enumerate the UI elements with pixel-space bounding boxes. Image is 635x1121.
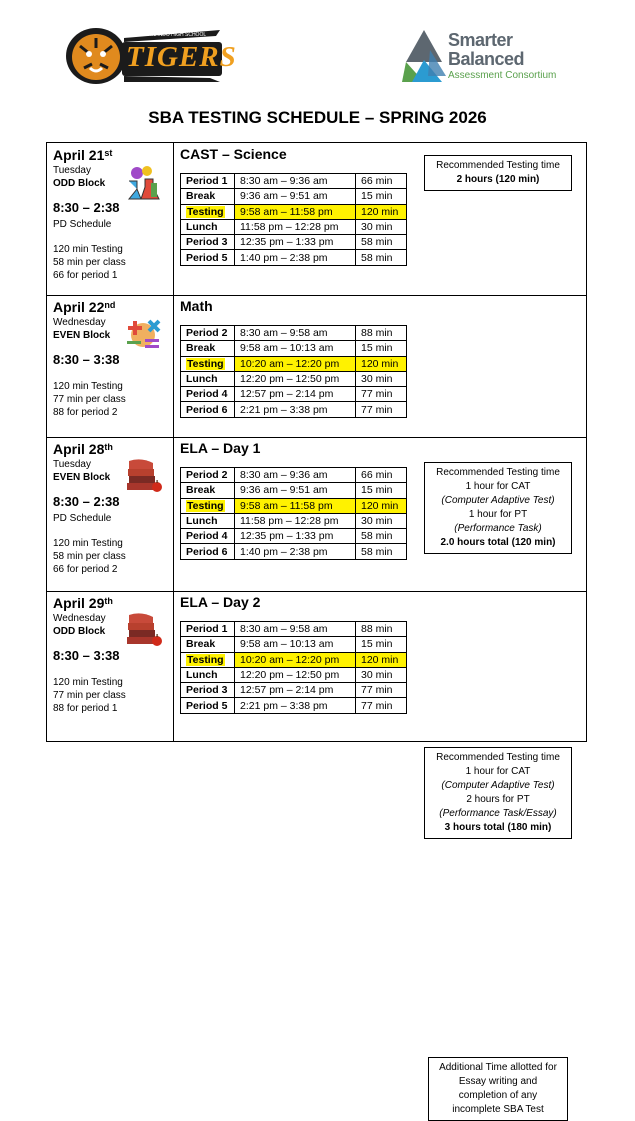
table-row [181, 204, 407, 219]
period-name: Period 3 [186, 684, 228, 697]
column-divider [173, 143, 174, 741]
day-time: 8:30 – 2:38 [53, 200, 120, 215]
period-name-cell [181, 637, 235, 652]
day-date-suffix: nd [104, 300, 116, 310]
table-row [181, 529, 407, 544]
table-row [181, 402, 407, 417]
subject-title: ELA – Day 1 [180, 440, 261, 456]
period-duration: 77 min [356, 402, 407, 417]
recommended-time-box [428, 1057, 568, 1121]
day-note: 120 min Testing [53, 381, 123, 392]
period-duration: 77 min [356, 387, 407, 402]
day-date-text: April 22 [53, 299, 105, 315]
school-banner-text: SAN FERNANDO HIGH SCHOOL [130, 32, 207, 38]
period-time: 10:20 am – 12:20 pm [235, 356, 356, 371]
day-note: 77 min per class [53, 394, 126, 405]
recommendation-line: (Performance Task/Essay) [439, 808, 557, 819]
day-note: 88 for period 1 [53, 703, 118, 714]
row-divider [47, 437, 586, 438]
period-name: Period 2 [186, 327, 228, 340]
table-row [181, 513, 407, 528]
day-date-text: April 29 [53, 595, 105, 611]
books-apple-icon [123, 611, 163, 651]
period-time: 12:35 pm – 1:33 pm [235, 529, 356, 544]
period-name: Break [186, 484, 216, 497]
row-divider [47, 295, 586, 296]
day-weekday: Wednesday [53, 613, 106, 624]
recommendation-line: incomplete SBA Test [452, 1104, 544, 1115]
sb-line2: Balanced [448, 49, 525, 69]
day-note: 58 min per class [53, 257, 126, 268]
table-row [181, 652, 407, 667]
period-name-cell [181, 652, 235, 667]
period-duration: 30 min [356, 219, 407, 234]
day-date [53, 147, 168, 164]
period-time: 8:30 am – 9:58 am [235, 622, 356, 637]
period-time: 9:58 am – 11:58 pm [235, 498, 356, 513]
day-time: 8:30 – 3:38 [53, 352, 120, 367]
day-schedule-type: PD Schedule [53, 219, 112, 230]
period-duration: 58 min [356, 544, 407, 559]
period-name: Testing [187, 653, 224, 666]
day-date-text: April 21 [53, 147, 105, 163]
day-note: 120 min Testing [53, 538, 123, 549]
tigers-logo [60, 24, 237, 86]
period-name-cell [181, 250, 235, 265]
recommendation-line: 3 hours total (180 min) [444, 822, 552, 833]
day-schedule-type: PD Schedule [53, 513, 112, 524]
period-duration: 88 min [356, 622, 407, 637]
table-row [181, 341, 407, 356]
period-duration: 30 min [356, 667, 407, 682]
recommendation-line: (Computer Adaptive Test) [441, 780, 555, 791]
recommended-time-box [424, 462, 572, 554]
period-time: 12:57 pm – 2:14 pm [235, 683, 356, 698]
day-time: 8:30 – 3:38 [53, 648, 120, 663]
period-name: Period 5 [186, 251, 228, 264]
period-time: 1:40 pm – 2:38 pm [235, 250, 356, 265]
science-flask-icon [123, 163, 163, 203]
period-name-cell [181, 698, 235, 713]
period-name: Period 6 [186, 545, 228, 558]
day-note: 66 for period 1 [53, 270, 118, 281]
period-time: 9:58 am – 10:13 am [235, 637, 356, 652]
period-name-cell [181, 219, 235, 234]
books-apple-icon [123, 457, 163, 497]
period-name-cell [181, 402, 235, 417]
period-duration: 58 min [356, 250, 407, 265]
period-time: 12:20 pm – 12:50 pm [235, 371, 356, 386]
period-name: Testing [187, 499, 224, 512]
table-row [181, 667, 407, 682]
period-name: Lunch [186, 373, 218, 386]
period-duration: 15 min [356, 483, 407, 498]
row-divider [47, 591, 586, 592]
day-weekday: Tuesday [53, 459, 91, 470]
period-table [180, 621, 407, 714]
recommendation-line: Recommended Testing time [436, 467, 560, 478]
period-name: Lunch [186, 669, 218, 682]
sb-line3: Assessment Consortium [448, 70, 557, 81]
period-name: Period 1 [186, 623, 228, 636]
period-table [180, 467, 407, 560]
day-note: 77 min per class [53, 690, 126, 701]
day-date-text: April 28 [53, 441, 105, 457]
day-date-suffix: th [104, 442, 113, 452]
period-time: 2:21 pm – 3:38 pm [235, 402, 356, 417]
period-time: 9:36 am – 9:51 am [235, 189, 356, 204]
period-table [180, 173, 407, 266]
table-row [181, 356, 407, 371]
period-name: Testing [187, 357, 224, 370]
table-row [181, 637, 407, 652]
period-name: Period 2 [186, 469, 228, 482]
period-name-cell [181, 189, 235, 204]
period-time: 9:58 am – 10:13 am [235, 341, 356, 356]
period-time: 8:30 am – 9:36 am [235, 174, 356, 189]
period-name-cell [181, 544, 235, 559]
day-weekday: Tuesday [53, 165, 91, 176]
table-row [181, 498, 407, 513]
period-time: 12:35 pm – 1:33 pm [235, 235, 356, 250]
math-symbols-icon [123, 315, 163, 355]
period-duration: 15 min [356, 637, 407, 652]
period-name-cell [181, 498, 235, 513]
table-row [181, 544, 407, 559]
period-name: Period 4 [186, 388, 228, 401]
period-name-cell [181, 683, 235, 698]
period-duration: 77 min [356, 698, 407, 713]
period-time: 1:40 pm – 2:38 pm [235, 544, 356, 559]
subject-title: Math [180, 298, 213, 314]
day-note: 88 for period 2 [53, 407, 118, 418]
recommendation-line: (Computer Adaptive Test) [441, 495, 555, 506]
period-name-cell [181, 622, 235, 637]
period-duration: 58 min [356, 235, 407, 250]
period-name: Lunch [186, 515, 218, 528]
recommendation-line: completion of any [458, 1090, 538, 1101]
day-block: EVEN Block [53, 472, 111, 483]
period-name: Period 4 [186, 530, 228, 543]
period-duration: 120 min [356, 498, 407, 513]
table-row [181, 189, 407, 204]
table-row [181, 387, 407, 402]
period-duration: 120 min [356, 204, 407, 219]
table-row [181, 483, 407, 498]
recommended-time-box [424, 747, 572, 839]
period-time: 9:58 am – 11:58 pm [235, 204, 356, 219]
recommendation-line: 2 hours for PT [466, 794, 530, 805]
period-name-cell [181, 483, 235, 498]
period-duration: 30 min [356, 513, 407, 528]
period-name-cell [181, 529, 235, 544]
period-duration: 88 min [356, 326, 407, 341]
table-row [181, 622, 407, 637]
table-row [181, 219, 407, 234]
smarter-balanced-logo [402, 30, 572, 84]
day-date [53, 441, 168, 458]
day-block: ODD Block [53, 626, 106, 637]
period-name-cell [181, 356, 235, 371]
recommendation-line: 1 hour for PT [468, 509, 528, 520]
recommendation-line: Essay writing and [458, 1076, 538, 1087]
day-note: 66 for period 2 [53, 564, 118, 575]
period-name-cell [181, 513, 235, 528]
recommendation-line: 2 hours (120 min) [456, 174, 540, 185]
period-time: 12:57 pm – 2:14 pm [235, 387, 356, 402]
period-time: 2:21 pm – 3:38 pm [235, 698, 356, 713]
period-time: 11:58 pm – 12:28 pm [235, 513, 356, 528]
table-row [181, 235, 407, 250]
recommendation-line: Additional Time allotted for [439, 1062, 557, 1073]
period-duration: 77 min [356, 683, 407, 698]
day-weekday: Wednesday [53, 317, 106, 328]
period-time: 11:58 pm – 12:28 pm [235, 219, 356, 234]
recommendation-line: 2.0 hours total (120 min) [440, 537, 556, 548]
period-duration: 15 min [356, 189, 407, 204]
day-date [53, 595, 168, 612]
period-duration: 15 min [356, 341, 407, 356]
period-duration: 58 min [356, 529, 407, 544]
day-date-suffix: st [104, 148, 113, 158]
period-name-cell [181, 174, 235, 189]
period-duration: 120 min [356, 652, 407, 667]
period-name: Break [186, 342, 216, 355]
subject-title: ELA – Day 2 [180, 594, 261, 610]
period-name: Period 6 [186, 403, 228, 416]
recommendation-line: 1 hour for CAT [465, 481, 531, 492]
day-time: 8:30 – 2:38 [53, 494, 120, 509]
period-time: 8:30 am – 9:58 am [235, 326, 356, 341]
period-table [180, 325, 407, 418]
period-name: Period 3 [186, 236, 228, 249]
period-name: Break [186, 638, 216, 651]
period-name-cell [181, 387, 235, 402]
period-time: 10:20 am – 12:20 pm [235, 652, 356, 667]
period-duration: 120 min [356, 356, 407, 371]
page-title: SBA TESTING SCHEDULE – SPRING 2026 [148, 108, 487, 127]
day-block: ODD Block [53, 178, 106, 189]
period-name-cell [181, 371, 235, 386]
recommendation-line: Recommended Testing time [436, 160, 560, 171]
period-name: Break [186, 190, 216, 203]
period-name: Period 1 [186, 175, 228, 188]
period-name-cell [181, 235, 235, 250]
period-time: 8:30 am – 9:36 am [235, 468, 356, 483]
period-name-cell [181, 204, 235, 219]
period-duration: 66 min [356, 468, 407, 483]
table-row [181, 683, 407, 698]
day-note: 120 min Testing [53, 677, 123, 688]
period-time: 12:20 pm – 12:50 pm [235, 667, 356, 682]
day-block: EVEN Block [53, 330, 111, 341]
recommendation-line: Recommended Testing time [436, 752, 560, 763]
table-row [181, 371, 407, 386]
day-note: 120 min Testing [53, 244, 123, 255]
period-name-cell [181, 341, 235, 356]
subject-title: CAST – Science [180, 146, 287, 162]
table-row [181, 174, 407, 189]
table-row [181, 326, 407, 341]
period-time: 9:36 am – 9:51 am [235, 483, 356, 498]
recommendation-line: (Performance Task) [454, 523, 542, 534]
day-note: 58 min per class [53, 551, 126, 562]
table-row [181, 468, 407, 483]
table-row [181, 250, 407, 265]
schedule-grid [46, 142, 587, 1115]
day-date [53, 299, 168, 316]
period-name: Lunch [186, 221, 218, 234]
period-name-cell [181, 468, 235, 483]
sb-line1: Smarter [448, 30, 513, 50]
period-duration: 30 min [356, 371, 407, 386]
day-date-suffix: th [104, 596, 113, 606]
period-name: Period 5 [186, 699, 228, 712]
table-row [181, 698, 407, 713]
recommended-time-box [424, 155, 572, 191]
period-name-cell [181, 667, 235, 682]
period-name: Testing [187, 205, 224, 218]
period-name-cell [181, 326, 235, 341]
school-name-text: TIGERS [126, 41, 237, 73]
recommendation-line: 1 hour for CAT [465, 766, 531, 777]
period-duration: 66 min [356, 174, 407, 189]
